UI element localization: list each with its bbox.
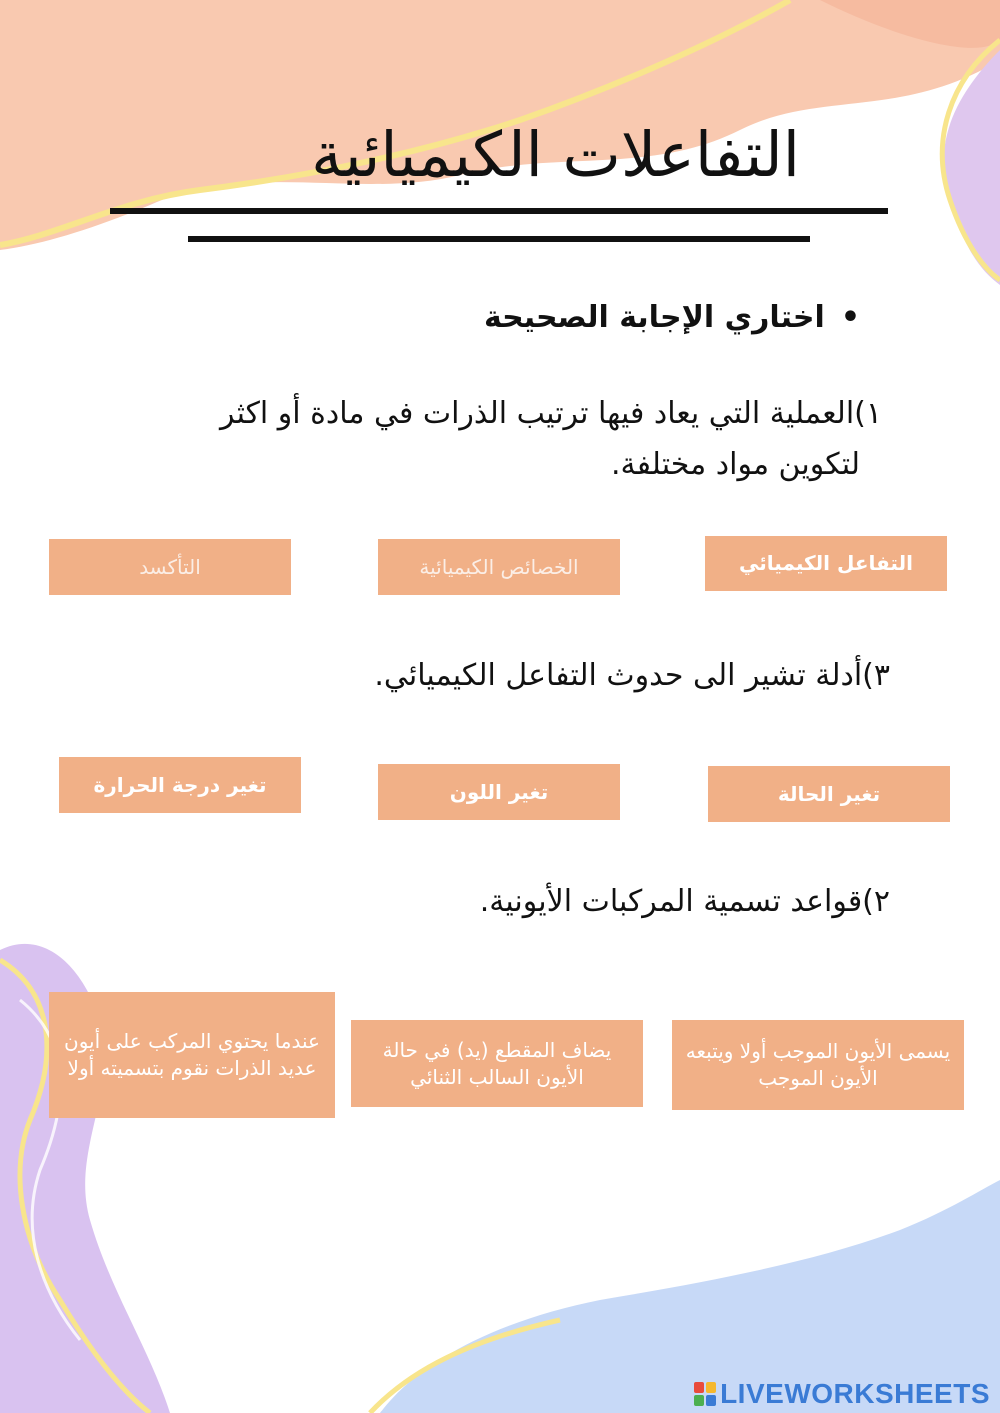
worksheet-title: التفاعلات الكيميائية	[311, 118, 800, 191]
q2-option-positive-ion-first[interactable]: يسمى الأيون الموجب أولا ويتبعه الأيون الموجب	[672, 1020, 964, 1110]
q1-option-oxidation[interactable]: التأكسد	[49, 539, 291, 595]
q3-option-color-change[interactable]: تغير اللون	[378, 764, 620, 820]
q3-option-state-change[interactable]: تغير الحالة	[708, 766, 950, 822]
q2-option-polyatomic-first[interactable]: عندما يحتوي المركب على أيون عديد الذرات نقوم بتسميته أولا	[49, 992, 335, 1118]
logo-mark-icon	[694, 1382, 716, 1406]
q2-option-hydro-prefix[interactable]: يضاف المقطع (يد) في حالة الأيون السالب الثنائي	[351, 1020, 643, 1107]
q1-option-chemical-reaction[interactable]: التفاعل الكيميائي	[705, 536, 947, 591]
instruction-text: اختاري الإجابة الصحيحة	[483, 300, 825, 335]
question-3-line-1: ٣)أدلة تشير الى حدوث التفاعل الكيميائي.	[374, 658, 890, 693]
q3-option-temperature-change[interactable]: تغير درجة الحرارة	[59, 757, 301, 813]
question-1-line-1: ١)العملية التي يعاد فيها ترتيب الذرات في مادة أو اكثر	[220, 396, 882, 431]
q1-option-chemical-properties[interactable]: الخصائص الكيميائية	[378, 539, 620, 595]
question-1	[182, 388, 882, 490]
logo-text: LIVEWORKSHEETS	[720, 1378, 990, 1409]
instruction	[260, 300, 860, 335]
question-2	[190, 876, 890, 927]
question-3	[190, 650, 890, 701]
question-1-line-2: لتكوين مواد مختلفة.	[611, 447, 860, 482]
instruction-bullet: •	[840, 300, 860, 335]
question-2-line-1: ٢)قواعد تسمية المركبات الأيونية.	[479, 884, 890, 919]
title-underline-top	[110, 208, 888, 214]
title-underline-bottom	[188, 236, 810, 242]
liveworksheets-logo	[694, 1376, 990, 1412]
